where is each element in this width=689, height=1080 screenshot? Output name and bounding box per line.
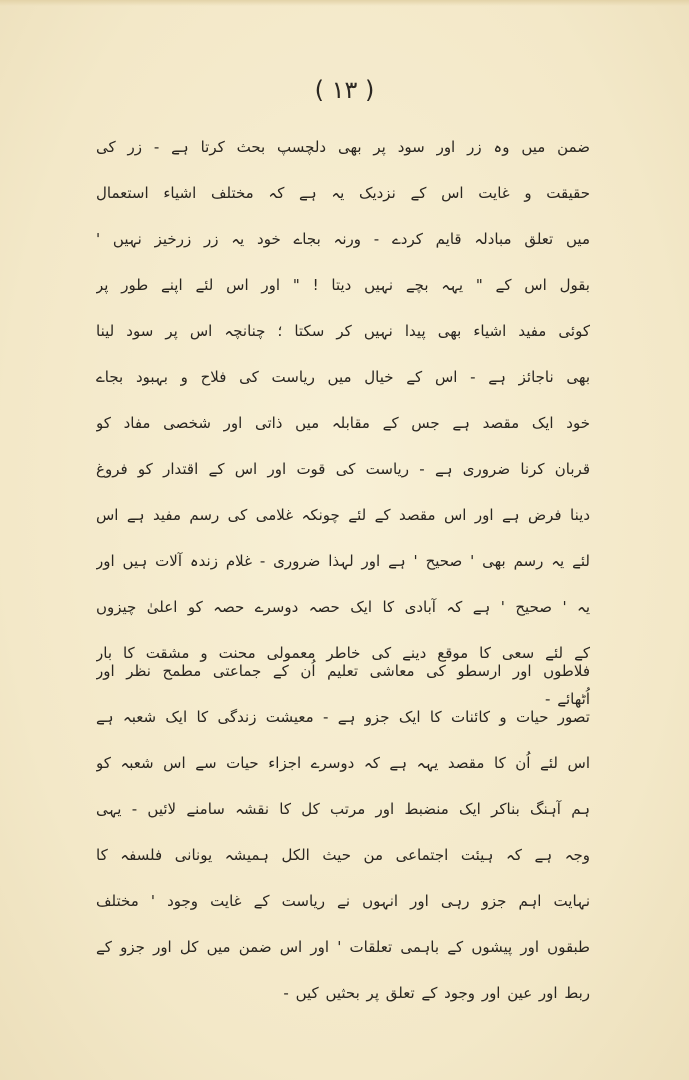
- paragraph-1-line-4: بقول اس کے " یہہ بچے نہیں دیتا ! " اور اس لئے اپنے طور پر: [96, 276, 590, 294]
- paragraph-2-line-5: وجہ ہے کہ ہیئت اجتماعی من حیث الکل ہمیشہ یونانی فلسفہ کا: [96, 846, 590, 864]
- paragraph-1-line-8: قربان کرنا ضروری ہے - ریاست کی قوت اور اس کے اقتدار کو فروغ: [96, 460, 590, 478]
- paragraph-1-line-5: کوئی مفید اشیاء بھی پیدا نہیں کر سکتا ؛ چنانچہ اس پر سود لینا: [96, 322, 590, 340]
- paragraph-2-line-6: نہایت اہم جزو رہی اور انہوں نے ریاست کے غایت وجود ' مختلف: [96, 892, 590, 910]
- paragraph-1-line-7: خود ایک مقصد ہے جس کے مقابلہ میں ذاتی اور شخصی مفاد کو: [96, 414, 590, 432]
- paragraph-1-line-1: ضمن میں وہ زر اور سود پر بھی دلچسپ بحث کرتا ہے - زر کی: [96, 138, 590, 156]
- paragraph-2-line-8: ربط اور عین اور وجود کے تعلق پر بحثیں کیں -: [283, 984, 590, 1002]
- paragraph-1-line-6: بھی ناجائز ہے - اس کے خیال میں ریاست کی فلاح و بہبود بجاے: [96, 368, 590, 386]
- paragraph-1-line-9: دینا فرض ہے اور اس مقصد کے لئے چونکہ غلامی کی رسم مفید ہے اس: [96, 506, 590, 524]
- paragraph-1-line-10: لئے یہ رسم بھی ' صحیح ' ہے اور لہذا ضروری - غلام زندہ آلات ہیں اور: [96, 552, 590, 570]
- paragraph-1-line-12: کے لئے سعی کا موقع دینے کی خاطر معمولی محنت و مشقت کا بار: [96, 644, 590, 662]
- page-number: ( ۱۳ ): [314, 76, 375, 104]
- paragraph-2-line-3: اس لئے اُن کا مقصد یہہ ہے کہ دوسرے اجزاء حیات سے اس شعبہ کو: [96, 754, 590, 772]
- paragraph-1-line-13: اُٹھائے -: [545, 690, 590, 708]
- page-top-edge: [0, 0, 689, 6]
- paragraph-2-line-1: فلاطوں اور ارسطو کی معاشی تعلیم اُن کے جماعتی مطمح نظر اور: [96, 662, 590, 680]
- paragraph-1-line-2: حقیقت و غایت اس کے نزدیک یہ ہے کہ مختلف اشیاء استعمال: [96, 184, 590, 202]
- paragraph-1: [96, 124, 590, 722]
- paragraph-2-line-4: ہم آہنگ بناکر ایک منضبط اور مرتب کل کا نقشہ سامنے لائیں - یہی: [96, 800, 590, 818]
- paragraph-1-line-3: میں تعلق مبادلہ قایم کردے - ورنہ بجاے خود یہ زر زرخیز نہیں ': [96, 230, 590, 248]
- paragraph-2-line-2: تصور حیات و کائنات کا ایک جزو ہے - معیشت زندگی کا ایک شعبہ ہے: [96, 708, 590, 726]
- paragraph-2: [96, 648, 590, 1016]
- paragraph-1-line-11: یہ ' صحیح ' ہے کہ آبادی کا ایک حصہ دوسرے حصہ کو اعلیٰ چیزوں: [96, 598, 590, 616]
- paragraph-2-line-7: طبقوں اور پیشوں کے باہمی تعلقات ' اور اس ضمن میں کل اور جزو کے: [96, 938, 590, 956]
